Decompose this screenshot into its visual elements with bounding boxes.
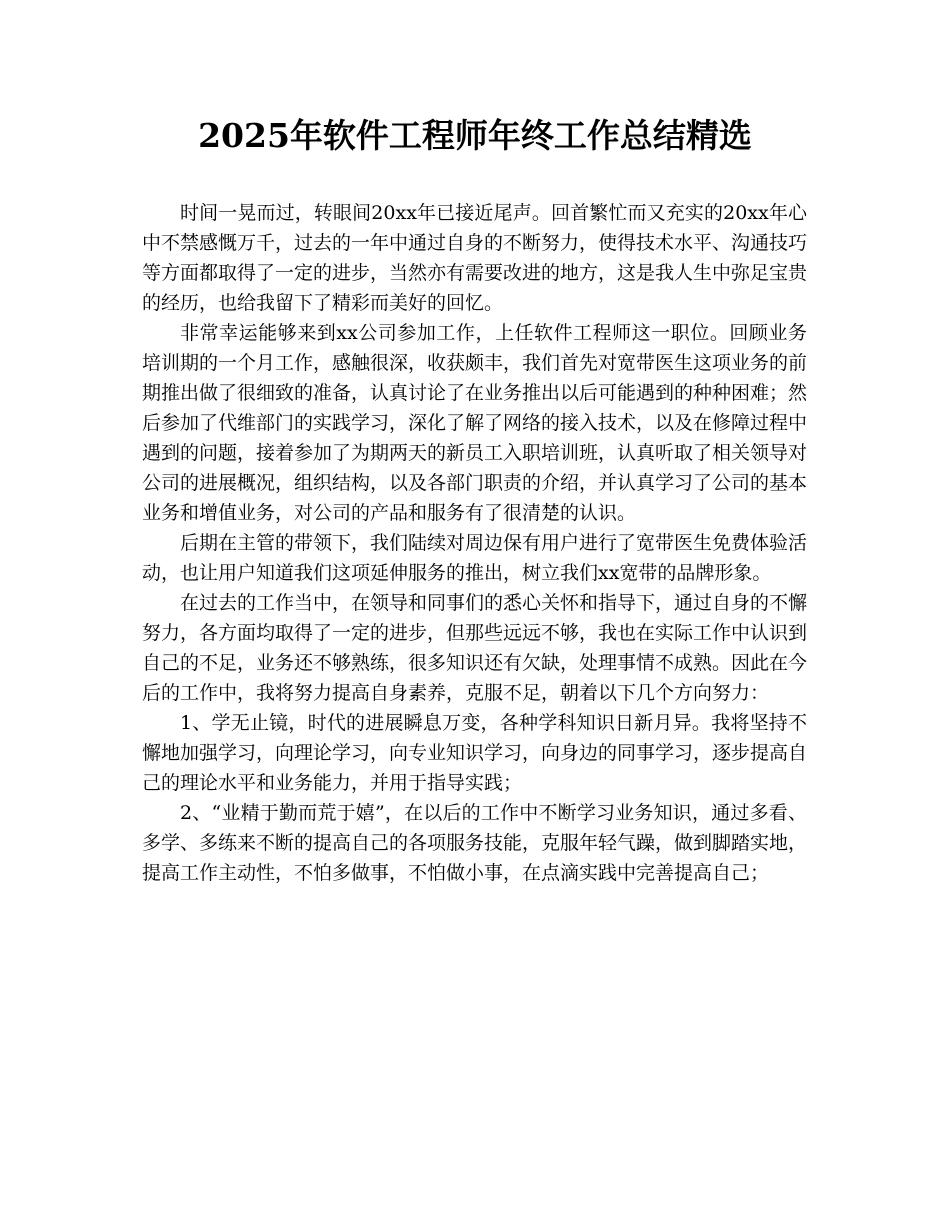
document-title: 2025年软件工程师年终工作总结精选 bbox=[198, 116, 752, 155]
paragraph-goal-2: 2、“业精于勤而荒于嬉”，在以后的工作中不断学习业务知识，通过多看、多学、多练来不断的提高自己的各项服务技能，克服年轻气躁，做到脚踏实地，提高工作主动性，不怕多做事，不怕做小事，在点滴实践中完善提高自己； bbox=[142, 802, 808, 884]
document-body bbox=[142, 198, 807, 888]
paragraph-goal-1: 1、学无止镜，时代的进展瞬息万变，各种学科知识日新月异。我将坚持不懈地加强学习，向理论学习，向专业知识学习，向身边的同事学习，逐步提高自己的理论水平和业务能力，并用于指导实践； bbox=[142, 712, 808, 794]
paragraph-training: 非常幸运能够来到xx公司参加工作，上任软件工程师这一职位。回顾业务培训期的一个月工作，感触很深，收获颇丰，我们首先对宽带医生这项业务的前期推出做了很细致的准备，认真讨论了在业务推出以后可能遇到的种种困难；然后参加了代维部门的实践学习，深化了解了网络的接入技术，以及在修障过程中遇到的问题，接着参加了为期两天的新员工入职培训班，认真听取了相关领导对公司的进展概况，组织结构，以及各部门职责的介绍，并认真学习了公司的基本业务和增值业务，对公司的产品和服务有了很清楚的认识。 bbox=[142, 322, 808, 524]
paragraph-intro: 时间一晃而过，转眼间20xx年已接近尾声。回首繁忙而又充实的20xx年心中不禁感慨万千，过去的一年中通过自身的不断努力，使得技术水平、沟通技巧等方面都取得了一定的进步，当然亦有需要改进的地方，这是我人生中弥足宝贵的经历，也给我留下了精彩而美好的回忆。 bbox=[142, 202, 808, 314]
paragraph-promotion: 后期在主管的带领下，我们陆续对周边保有用户进行了宽带医生免费体验活动，也让用户知道我们这项延伸服务的推出，树立我们xx宽带的品牌形象。 bbox=[142, 532, 808, 584]
paragraph-reflection: 在过去的工作当中，在领导和同事们的悉心关怀和指导下，通过自身的不懈努力，各方面均取得了一定的进步，但那些远远不够，我也在实际工作中认识到自己的不足，业务还不够熟练，很多知识还有欠缺，处理事情不成熟。因此在今后的工作中，我将努力提高自身素养，克服不足，朝着以下几个方向努力： bbox=[142, 592, 808, 704]
